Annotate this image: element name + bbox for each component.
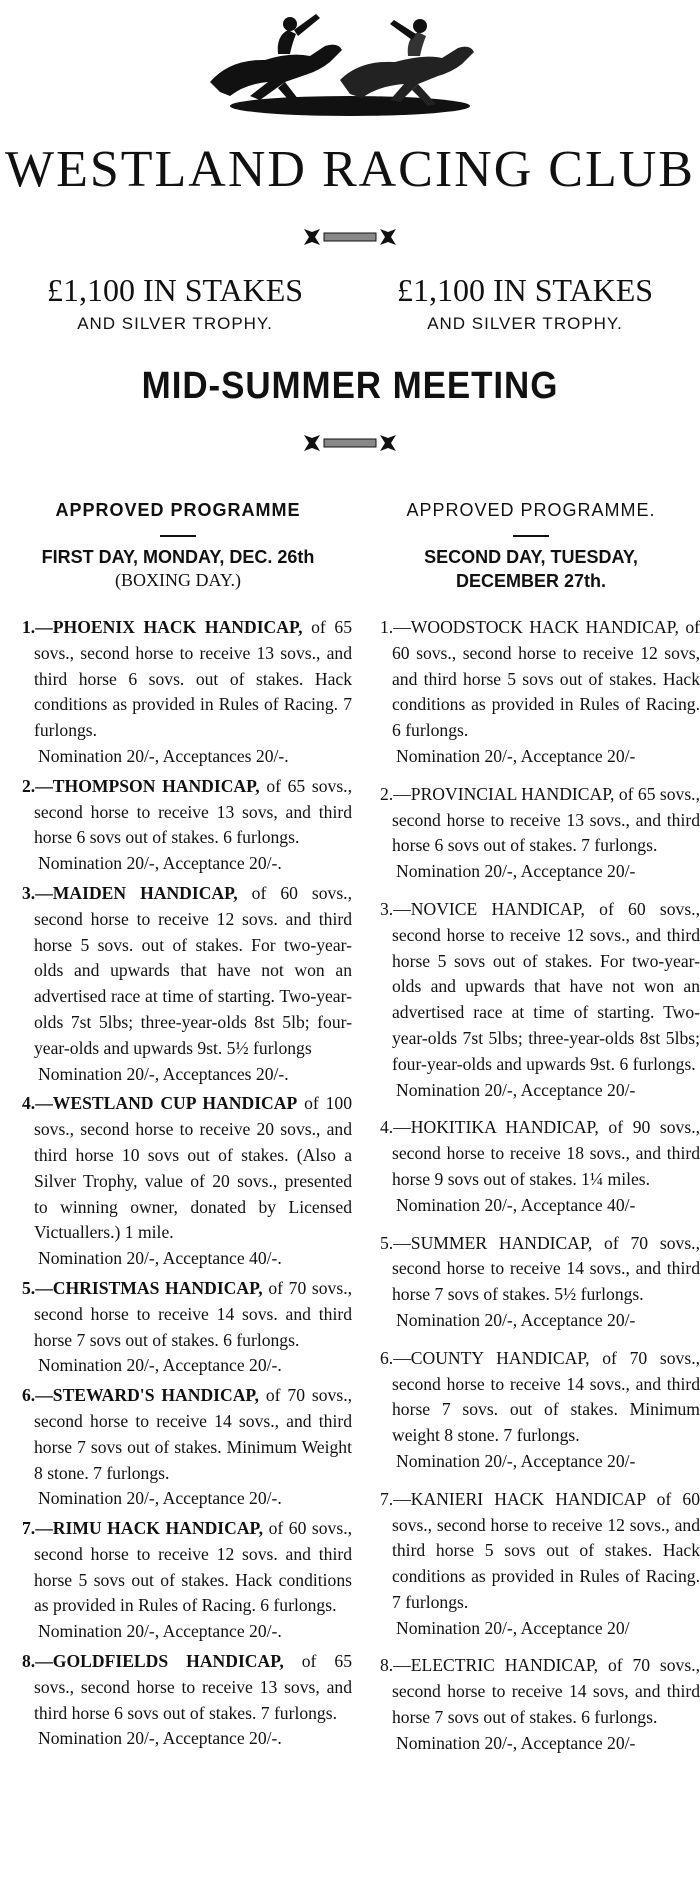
race-title: 7.—RIMU HACK HANDICAP, xyxy=(22,1518,264,1539)
race-conditions: of 65 sovs., second horse to receive 13 sovs., and third horse 6 sovs out of stakes. 7 furlongs. xyxy=(392,783,700,856)
race-conditions: of 60 sovs., second horse to receive 12 sovs, and third horse 5 sovs out of stakes. Hack conditions as provided in Rules of Racing. 6 furlongs. xyxy=(392,617,700,741)
race-title: 3.—NOVICE HANDICAP, xyxy=(380,898,585,919)
race-fees: Nomination 20/-, Acceptance 20/-. xyxy=(38,1488,282,1509)
race-fees: Nomination 20/-, Acceptance 20/- xyxy=(396,1732,636,1753)
ornament-divider-bottom xyxy=(300,428,400,458)
race-conditions: of 65 sovs., second horse to receive 13 sovs., and third horse 6 sovs. out of stakes. Hack conditions as provided in Rules of Racing. 7 furlongs. xyxy=(34,617,352,741)
trophy-subheading-right: AND SILVER TROPHY. xyxy=(427,314,623,333)
race-entry xyxy=(4,1649,352,1752)
race-conditions: of 90 sovs., second horse to receive 18 sovs., and third horse 9 sovs out of stakes. 1¼ miles. xyxy=(392,1117,700,1189)
race-fees: Nomination 20/-, Acceptances 20/-. xyxy=(38,1063,289,1084)
short-rule xyxy=(513,535,549,537)
race-conditions: of 60 sovs., second horse to receive 12 sovs. and third horse 5 sovs out of stakes. Hack conditions as provided in Rules of Racing. 6 furlongs. xyxy=(34,1518,352,1616)
race-title: 5.—CHRISTMAS HANDICAP, xyxy=(22,1277,263,1298)
race-fees: Nomination 20/-, Acceptance 20/-. xyxy=(38,853,282,874)
race-entry xyxy=(4,774,352,877)
second-day-column xyxy=(362,500,700,1757)
race-title: 2.—PROVINCIAL HANDICAP, xyxy=(380,783,615,804)
race-conditions: of 65 sovs., second horse to receive 13 sovs, and third horse 6 sovs out of stakes. 7 furlongs. xyxy=(34,1651,352,1723)
race-entry xyxy=(362,1346,700,1475)
programme-heading: APPROVED PROGRAMME xyxy=(55,500,301,520)
race-title: 8.—GOLDFIELDS HANDICAP, xyxy=(22,1651,284,1672)
race-entry xyxy=(362,1653,700,1756)
club-title: WESTLAND RACING CLUB xyxy=(5,141,695,198)
race-title: 4.—HOKITIKA HANDICAP, xyxy=(380,1117,599,1138)
race-title: 4.—WESTLAND CUP HANDICAP xyxy=(22,1093,298,1114)
race-conditions: of 100 sovs., second horse to receive 20 sovs., and third horse 10 sovs out of stakes. (Also a Silver Trophy, value of 20 sovs., presented to winning owner, donated by Licensed Victuallers.) 1 mile. xyxy=(34,1093,353,1243)
race-fees: Nomination 20/-, Acceptance 40/-. xyxy=(38,1248,282,1269)
race-entry xyxy=(362,897,700,1103)
race-title: 8.—ELECTRIC HANDICAP, xyxy=(380,1655,599,1676)
race-fees: Nomination 20/-, Acceptance 20/- xyxy=(396,1450,636,1471)
race-entry xyxy=(4,881,352,1087)
race-entry xyxy=(4,1516,352,1645)
race-title: 1.—PHOENIX HACK HANDICAP, xyxy=(22,617,303,637)
trophy-subheading-left: AND SILVER TROPHY. xyxy=(77,314,273,333)
ornament-divider-top xyxy=(300,222,400,252)
race-conditions: of 70 sovs., second horse to receive 14 sovs, and third horse 7 sovs out of stakes. 6 furlongs. xyxy=(392,1655,700,1728)
race-fees: Nomination 20/-, Acceptance 20/- xyxy=(396,745,636,766)
race-title: 6.—STEWARD'S HANDICAP, xyxy=(22,1385,259,1406)
race-entry xyxy=(4,1276,352,1379)
programme-heading: APPROVED PROGRAMME. xyxy=(406,500,656,520)
race-conditions: of 70 sovs., second horse to receive 14 sovs., and third horse 7 sovs of stakes. 5½ furlongs. xyxy=(392,1232,700,1305)
first-day-column xyxy=(4,500,352,1752)
meeting-title: MID-SUMMER MEETING xyxy=(141,365,559,407)
day-subheading: DECEMBER 27th. xyxy=(455,571,607,591)
race-entry xyxy=(4,1091,352,1272)
race-fees: Nomination 20/-, Acceptance 20/- xyxy=(396,1309,636,1330)
race-conditions: of 70 sovs., second horse to receive 14 sovs., and third horse 7 sovs. out of stakes. Minimum weight 8 stone. 7 furlongs. xyxy=(392,1347,700,1446)
race-conditions: of 60 sovs., second horse to receive 12 sovs., and third horse 5 sovs out of stakes. Hack conditions as provided in Rules of Racing. 7 furlongs. xyxy=(392,1488,700,1612)
day-heading: FIRST DAY, MONDAY, DEC. 26th xyxy=(41,547,315,567)
race-fees: Nomination 20/-, Acceptance 20/-. xyxy=(38,1621,282,1642)
race-title: 1.—WOODSTOCK HACK HANDICAP, xyxy=(380,617,679,637)
race-entry xyxy=(362,615,700,770)
race-entry xyxy=(362,782,700,885)
race-fees: Nomination 20/-, Acceptance 20/ xyxy=(396,1617,630,1638)
short-rule xyxy=(160,535,196,537)
race-entry xyxy=(362,1487,700,1642)
race-fees: Nomination 20/-, Acceptance 20/- xyxy=(396,861,636,882)
race-title: 2.—THOMPSON HANDICAP, xyxy=(22,775,260,796)
stakes-heading-right: £1,100 IN STAKES xyxy=(396,272,654,308)
day-subheading: (BOXING DAY.) xyxy=(114,570,241,590)
race-title: 5.—SUMMER HANDICAP, xyxy=(380,1232,593,1253)
race-fees: Nomination 20/-, Acceptance 40/- xyxy=(396,1194,636,1215)
race-fees: Nomination 20/-, Acceptance 20/-. xyxy=(38,1355,282,1376)
race-fees: Nomination 20/-, Acceptance 20/- xyxy=(396,1079,636,1100)
race-entry xyxy=(362,1115,700,1218)
race-title: 6.—COUNTY HANDICAP, xyxy=(380,1347,590,1368)
race-conditions: of 60 sovs., second horse to receive 12 sovs. and third horse 5 sovs. out of stakes. For two-year-olds and upwards that have not won an advertised race at time of starting. Two-year-olds 7st 5lbs; three-year-olds 8st 5lb; four-year-olds and upwards 9st. 5½ furlongs xyxy=(34,882,352,1058)
day-heading: SECOND DAY, TUESDAY, xyxy=(424,547,638,567)
race-title: 3.—MAIDEN HANDICAP, xyxy=(22,882,238,903)
race-entry xyxy=(362,1231,700,1334)
stakes-heading-left: £1,100 IN STAKES xyxy=(46,272,304,308)
race-fees: Nomination 20/-, Acceptances 20/-. xyxy=(38,745,289,766)
racing-horses-logo xyxy=(190,4,500,124)
race-conditions: of 65 sovs., second horse to receive 13 sovs, and third horse 6 sovs out of stakes. 6 furlongs. xyxy=(34,775,352,848)
race-entry xyxy=(4,615,352,770)
race-entry xyxy=(4,1383,352,1512)
race-conditions: of 70 sovs., second horse to receive 14 sovs., and third horse 7 sovs out of stakes. Minimum Weight 8 stone. 7 furlongs. xyxy=(34,1385,352,1483)
race-fees: Nomination 20/-, Acceptance 20/-. xyxy=(38,1728,282,1749)
race-conditions: of 60 sovs., second horse to receive 12 sovs., and third horse 5 sovs out of stakes. For two-year-olds and upwards that have not won an advertised race at time of starting. Two-year-olds 7st 5lbs; three-year-olds 8st 5lbs; four-year-olds and upwards 9st. 6 furlongs. xyxy=(392,898,700,1074)
race-conditions: of 70 sovs., second horse to receive 14 sovs. and third horse 7 sovs out of stakes. 6 furlongs. xyxy=(34,1277,352,1350)
race-title: 7.—KANIERI HACK HANDICAP xyxy=(380,1488,646,1509)
